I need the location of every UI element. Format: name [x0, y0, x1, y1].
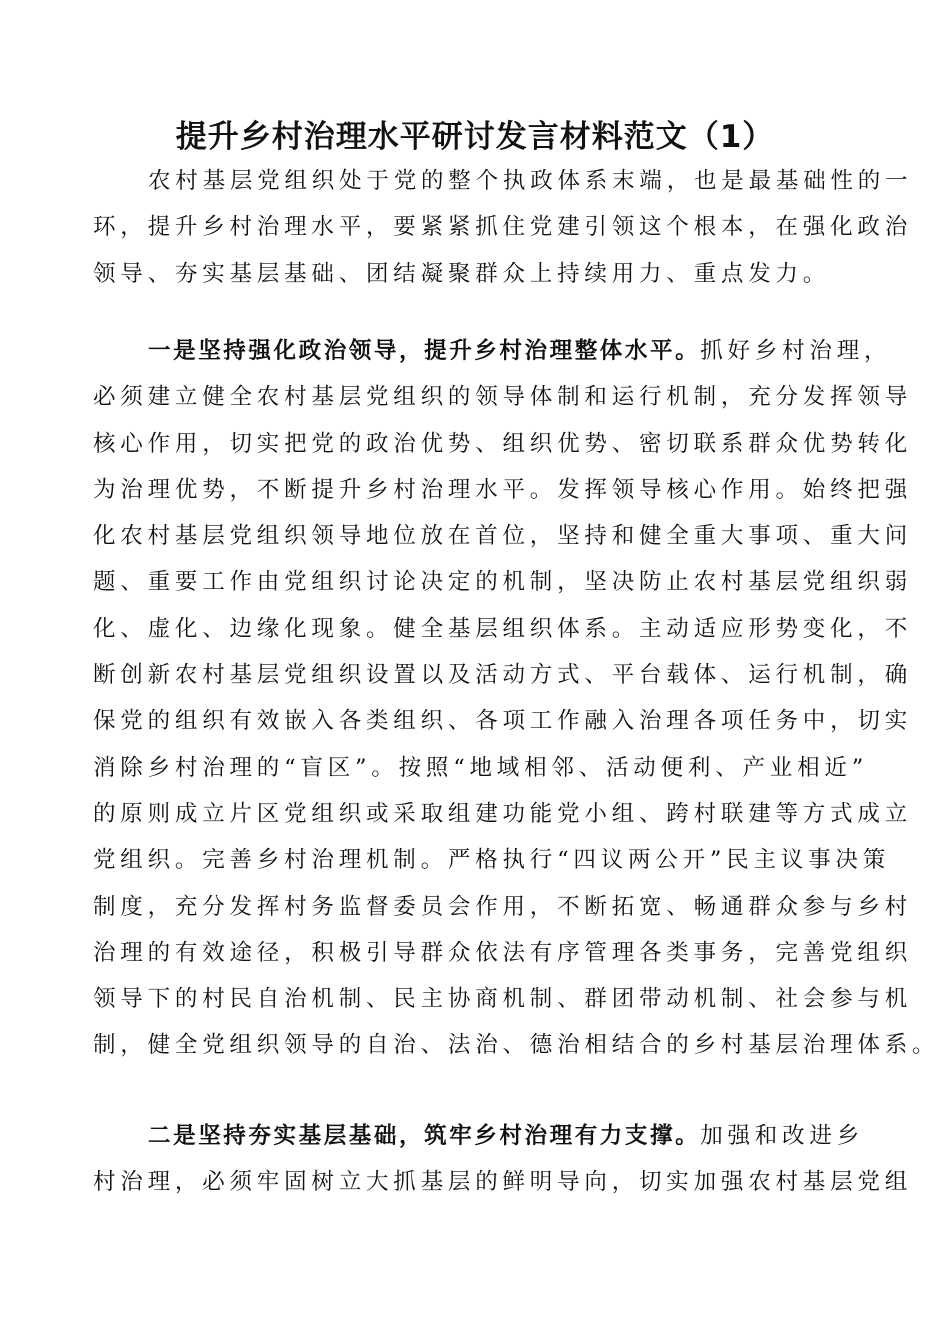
section-1-line: 治理的有效途径，积极引导群众依法有序管理各类事务，完善党组织: [93, 939, 913, 966]
section-1-line: 题、重要工作由党组织讨论决定的机制，坚决防止农村基层党组织弱: [93, 569, 913, 596]
section-2-line: 村治理，必须牢固树立大抓基层的鲜明导向，切实加强农村基层党组: [93, 1169, 913, 1196]
section-2-paragraph: [93, 1113, 913, 1206]
section-1-line: 为治理优势，不断提升乡村治理水平。发挥领导核心作用。始终把强: [93, 476, 913, 503]
section-1-first-line-text: 抓好乡村治理，: [700, 338, 892, 364]
intro-paragraph: [93, 158, 913, 297]
document-title: 提升乡村治理水平研讨发言材料范文（1）: [175, 119, 775, 155]
section-1-line: 制度，充分发挥村务监督委员会作用，不断拓宽、畅通群众参与乡村: [93, 893, 913, 920]
section-1-line: 断创新农村基层党组织设置以及活动方式、平台载体、运行机制，确: [93, 662, 913, 689]
intro-line: 环，提升乡村治理水平，要紧紧抓住党建引领这个根本，在强化政治: [93, 214, 913, 241]
section-1-line: 核心作用，切实把党的政治优势、组织优势、密切联系群众优势转化: [93, 430, 913, 457]
section-1-line: 保党的组织有效嵌入各类组织、各项工作融入治理各项任务中，切实: [93, 708, 913, 735]
section-2-first-line-text: 加强和改进乡: [700, 1123, 865, 1149]
section-1-line: 化、虚化、边缘化现象。健全基层组织体系。主动适应形势变化，不: [93, 615, 913, 642]
section-2-first-line: [93, 1113, 863, 1159]
section-1-line: 党组织。完善乡村治理机制。严格执行“四议两公开”民主议事决策: [93, 847, 891, 874]
section-1-paragraph: [93, 328, 940, 1069]
section-1-first-line: [93, 328, 892, 374]
intro-line: 领导、夯实基层基础、团结凝聚群众上持续用力、重点发力。: [93, 260, 831, 287]
section-1-line: 化农村基层党组织领导地位放在首位，坚持和健全重大事项、重大问: [93, 523, 913, 550]
section-1-line: 必须建立健全农村基层党组织的领导体制和运行机制，充分发挥领导: [93, 384, 913, 411]
section-1-lead: 一是坚持强化政治领导，提升乡村治理整体水平。: [148, 338, 701, 364]
section-2-lead: 二是坚持夯实基层基础，筑牢乡村治理有力支撑。: [148, 1123, 701, 1149]
section-1-line: 领导下的村民自治机制、民主协商机制、群团带动机制、社会参与机: [93, 986, 913, 1013]
section-1-line: 的原则成立片区党组织或采取组建功能党小组、跨村联建等方式成立: [93, 800, 913, 827]
section-1-line: 制，健全党组织领导的自治、法治、德治相结合的乡村基层治理体系。: [93, 1032, 940, 1059]
intro-line: 农村基层党组织处于党的整个执政体系末端，也是最基础性的一: [148, 168, 913, 194]
section-1-line: 消除乡村治理的“盲区”。按照“地域相邻、活动便利、产业相近”: [93, 754, 869, 781]
